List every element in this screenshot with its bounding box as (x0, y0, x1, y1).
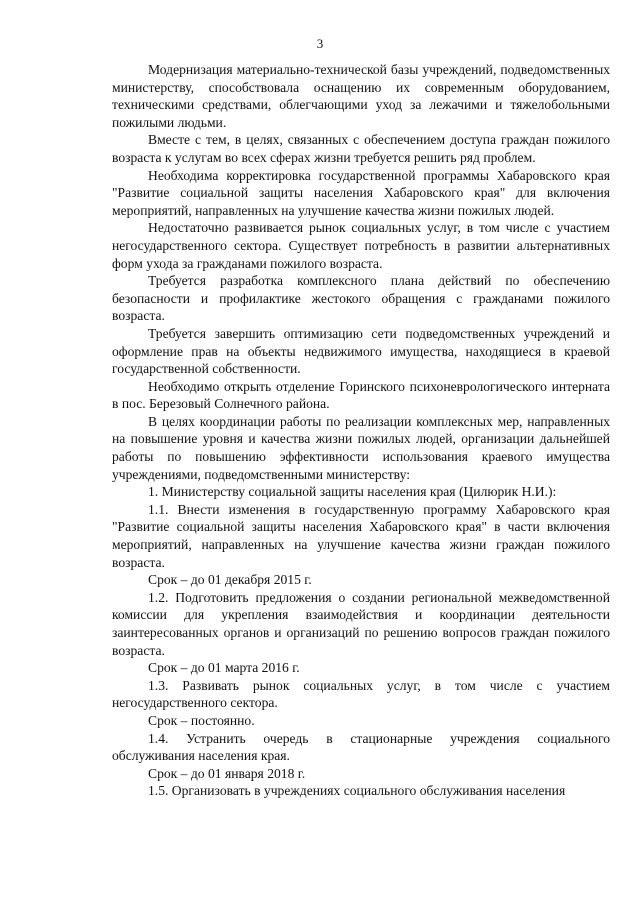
item-1: 1. Министерству социальной защиты населения края (Цилюрик Н.И.): (148, 484, 557, 500)
deadline-1-4: Срок – до 01 января 2018 г. (148, 765, 306, 781)
item-1-2: 1.2. Подготовить предложения о создании региональной межведомственной комиссии для укрепления взаимодействия и координации деятельности заинтересованных органов и организаций по решению вопросов граждан пожилого возраста. (112, 589, 610, 658)
paragraph-safety-plan: Требуется разработка комплексного плана действий по обеспечению безопасности и профилактике жестокого обращения с гражданами пожилого возраста. (112, 273, 610, 324)
paragraph-program-correction: Необходима корректировка государственной программы Хабаровского края "Развитие социальной защиты населения Хабаровского края" для включения мероприятий, направленных на улучшение качества жизни пожилых людей. (112, 167, 610, 218)
paragraph-coordination: В целях координации работы по реализации комплексных мер, направленных на повышение уровня и качества жизни пожилых людей, организации дальнейшей работы по повышению эффективности использования краевого имущества учреждениями, подведомственными министерству: (112, 413, 610, 482)
paragraph-new-department: Необходимо открыть отделение Горинского психоневрологического интерната в пос. Березовый Солнечного района. (112, 378, 610, 412)
deadline-1-3: Срок – постоянно. (148, 712, 255, 728)
item-1-3: 1.3. Развивать рынок социальных услуг, в том числе с участием негосударственного сектора. (112, 677, 610, 711)
paragraph-services-market: Недостаточно развивается рынок социальных услуг, в том числе с участием негосударственного сектора. Существует потребность в развитии альтернативных форм ухода за гражданами пожилого возраста. (112, 220, 610, 271)
item-1-5: 1.5. Организовать в учреждениях социального обслуживания населения (148, 783, 566, 799)
item-1-4: 1.4. Устранить очередь в стационарные учреждения социального обслуживания населения края. (112, 730, 610, 764)
document-body (112, 61, 610, 800)
page-number: 3 (316, 36, 324, 51)
deadline-1-1: Срок – до 01 декабря 2015 г. (148, 572, 312, 588)
paragraph-modernization: Модернизация материально-технической базы учреждений, подведомственных министерству, способствовала оснащению их современным оборудованием, техническими средствами, облегчающими уход за лежачими и тяжелобольными пожилыми людьми. (112, 62, 610, 130)
paragraph-network-optimization: Требуется завершить оптимизацию сети подведомственных учреждений и оформление прав на объекты недвижимого имущества, находящиеся в краевой государственной собственности. (112, 325, 610, 377)
item-1-1: 1.1. Внести изменения в государственную программу Хабаровского края "Развитие социальной защиты населения Хабаровского края" в части включения мероприятий, направленных на улучшение качества жизни граждан пожилого возраста. (112, 501, 610, 570)
paragraph-problems: Вместе с тем, в целях, связанных с обеспечением доступа граждан пожилого возраста к услугам во всех сферах жизни требуется решить ряд проблем. (112, 132, 610, 165)
deadline-1-2: Срок – до 01 марта 2016 г. (148, 660, 300, 676)
